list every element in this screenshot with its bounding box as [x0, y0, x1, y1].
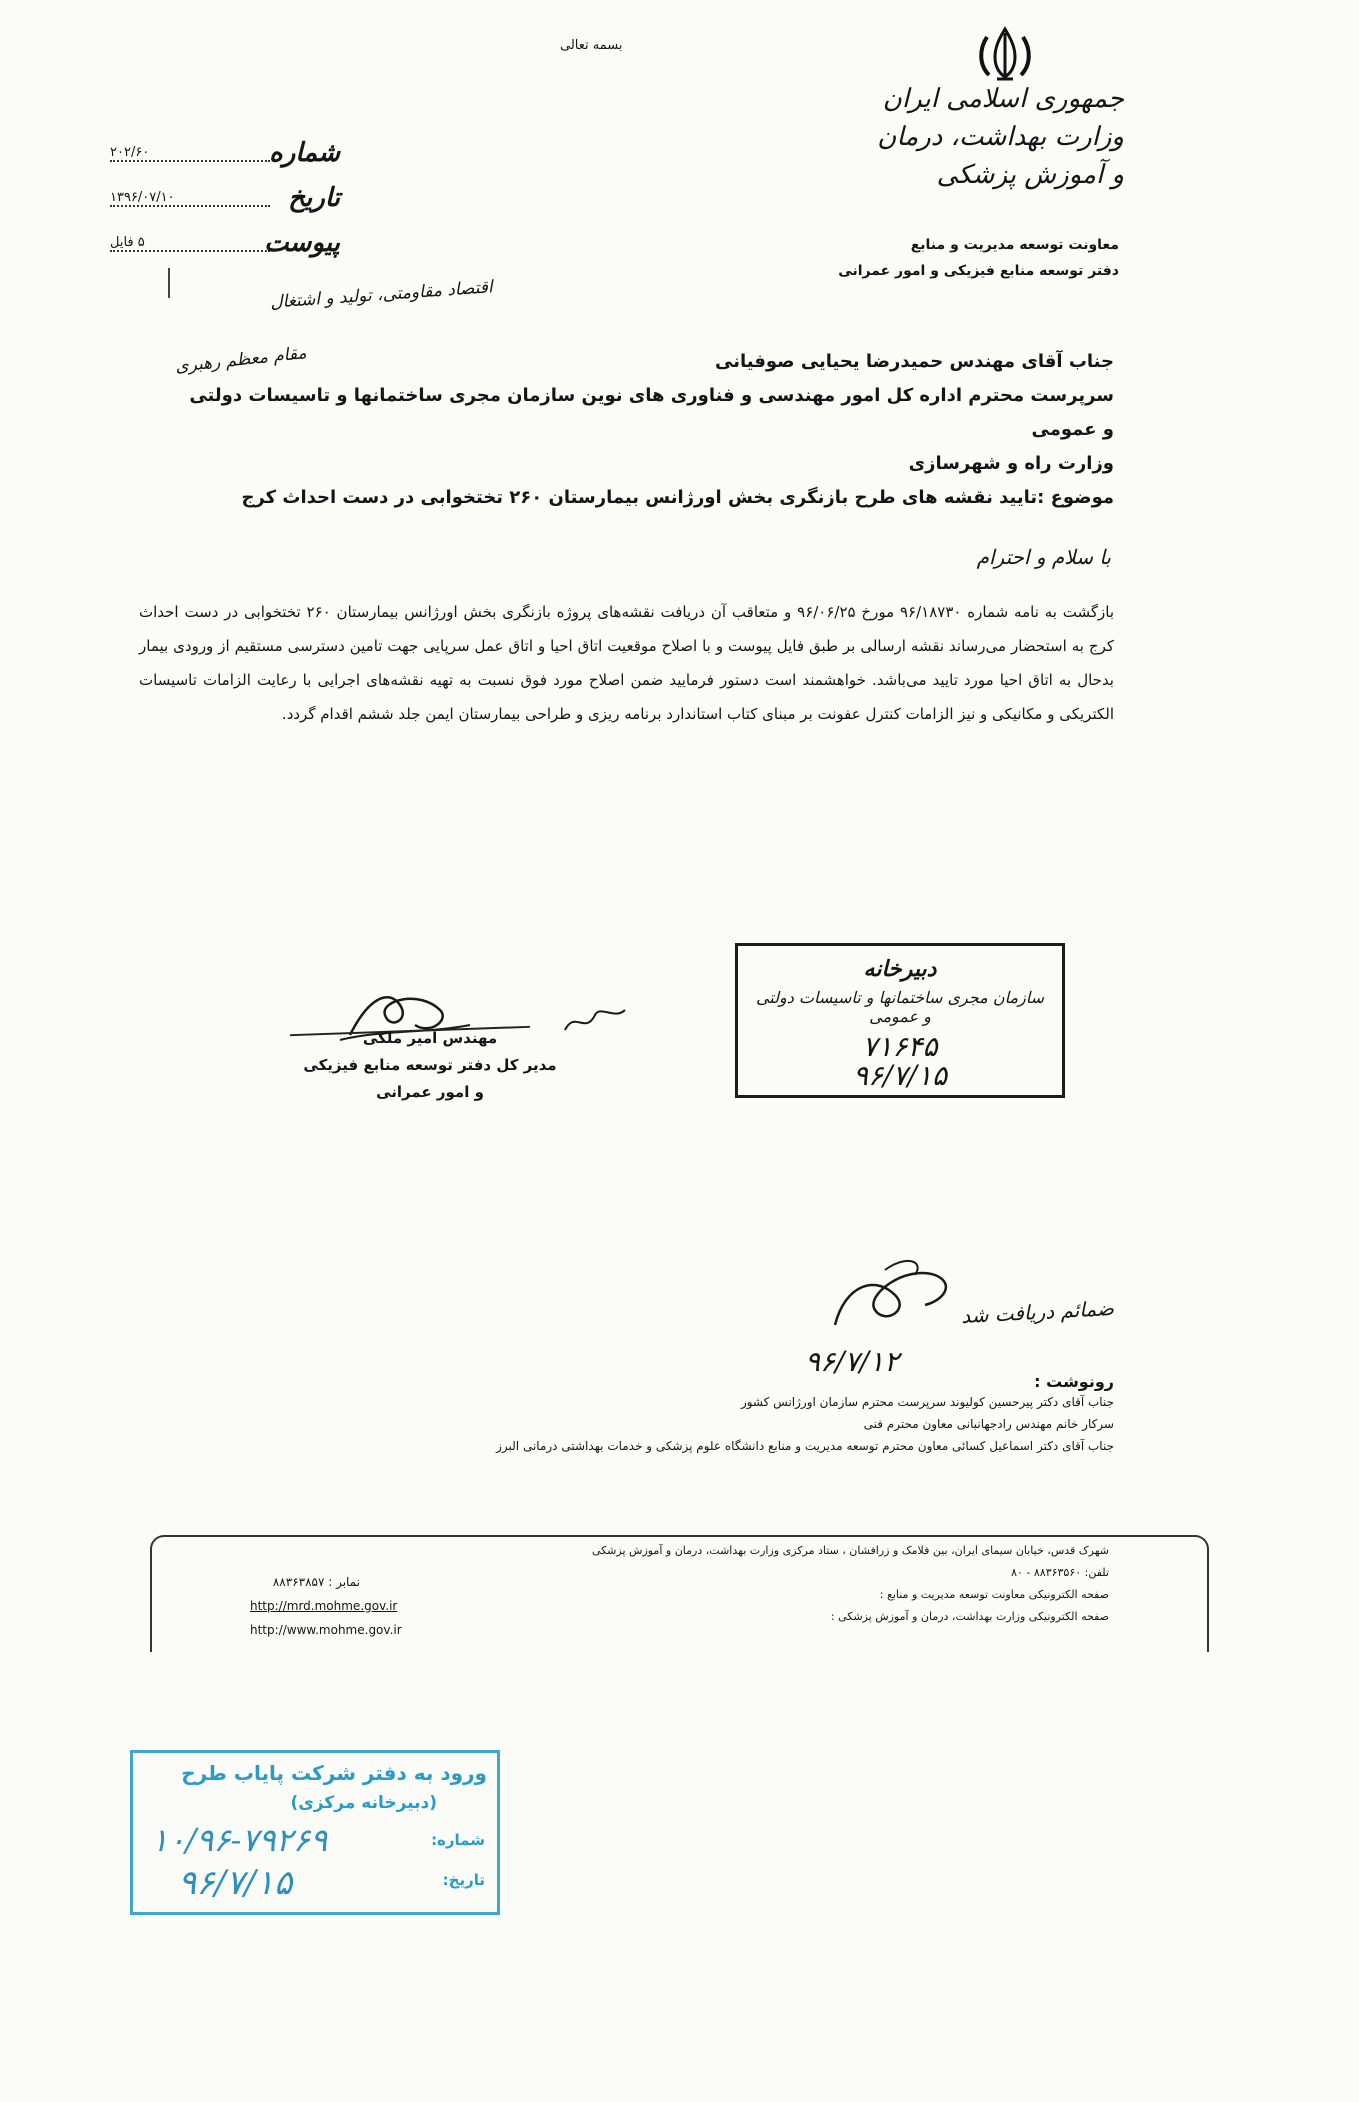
- ministry-website-link[interactable]: http://www.mohme.gov.ir: [250, 1623, 402, 1637]
- date-label: تاریخ: [288, 183, 340, 213]
- basmala: بسمه تعالی: [560, 38, 623, 53]
- signatory-title-2: و امور عمرانی: [376, 1083, 484, 1101]
- addressee-position: سرپرست محترم اداره کل امور مهندسی و فناوری های نوین سازمان مجری ساختمانها و تاسیسات دولتی و عمومی: [189, 385, 1114, 440]
- entry-stamp-number-label: شماره:: [431, 1831, 485, 1849]
- meta-date: [100, 175, 340, 215]
- number-value: ۲۰۲/۶۰: [110, 145, 150, 160]
- initial-scribble-icon: [560, 1000, 630, 1040]
- meta-number: [100, 130, 340, 170]
- entry-stamp: [130, 1750, 500, 1915]
- cc-item: سرکار خانم مهندس رادجهانبانی معاون محترم فنی: [863, 1417, 1114, 1431]
- handwritten-slogan: اقتصاد مقاومتی، تولید و اشتغال: [269, 277, 494, 313]
- entry-stamp-date-label: تاریخ:: [442, 1871, 485, 1889]
- attachment-value: ۵ فایل: [110, 235, 145, 250]
- receipt-signature-icon: [815, 1255, 965, 1355]
- registry-stamp-date: ۹۶/۷/۱۵: [852, 1059, 948, 1092]
- cc-item: جناب آقای دکتر پیرحسین کولیوند سرپرست محترم سازمان اورژانس کشور: [740, 1395, 1114, 1409]
- addressee-ministry: وزارت راه و شهرسازی: [908, 453, 1114, 474]
- deputy-name: معاونت توسعه مدیریت و منابع: [910, 237, 1119, 253]
- letter-subject: موضوع :تایید نقشه های طرح بازنگری بخش اورژانس بیمارستان ۲۶۰ تختخوابی در دست احداث کرج: [241, 487, 1114, 508]
- ministry-name: [864, 80, 1124, 194]
- cc-title: رونوشت :: [1034, 1372, 1114, 1391]
- entry-stamp-date: ۹۶/۷/۱۵: [178, 1863, 293, 1903]
- receipt-note: ضمائم دریافت شد: [960, 1296, 1115, 1328]
- footer-phone: تلفن: ۸۸۳۶۳۵۶۰ - ۸۰: [1011, 1566, 1109, 1579]
- date-value: ۱۳۹۶/۰۷/۱۰: [110, 190, 175, 205]
- greeting: با سلام و احترام: [976, 545, 1111, 569]
- footer-web-ministry: صفحه الکترونیکی وزارت بهداشت، درمان و آموزش پزشکی :: [830, 1610, 1109, 1623]
- deputy-website-link[interactable]: http://mrd.mohme.gov.ir: [250, 1599, 398, 1613]
- ministry-line2: وزارت بهداشت، درمان و آموزش پزشکی: [877, 122, 1124, 190]
- footer-contact: [409, 1540, 1109, 1628]
- office-name: دفتر توسعه منابع فیزیکی و امور عمرانی: [838, 263, 1119, 279]
- attachment-label: پیوست: [264, 228, 340, 258]
- department-header: [838, 232, 1119, 284]
- footer-links: [250, 1570, 480, 1642]
- number-label: شماره: [269, 138, 340, 168]
- footer-address: شهرک قدس، خیابان سیمای ایران، بین فلامک و زرافشان ، ستاد مرکزی وزارت بهداشت، درمان و آموزش پزشکی: [591, 1544, 1109, 1557]
- receipt-date: ۹۶/۷/۱۲: [805, 1345, 900, 1378]
- ministry-line1: جمهوری اسلامی ایران: [882, 84, 1124, 114]
- registry-stamp-title: دبیرخانه: [863, 956, 937, 982]
- signature-block: [300, 1025, 560, 1106]
- entry-stamp-title: ورود به دفتر شرکت پایاب طرح: [181, 1761, 487, 1785]
- registry-stamp-number: ۷۱۶۴۵: [862, 1030, 938, 1063]
- entry-stamp-subtitle: (دبیرخانه مرکزی): [290, 1793, 437, 1813]
- entry-stamp-number: ۱۰/۹۶-۷۹۲۶۹: [151, 1821, 328, 1859]
- iran-emblem-icon: [975, 25, 1035, 83]
- letter-body: بازگشت به نامه شماره ۹۶/۱۸۷۳۰ مورخ ۹۶/۰۶/۲۵ و متعاقب آن دریافت نقشه‌های پروژه بازنگری بخش اورژانس بیمارستان ۲۶۰ تختخوابی در دست احداث کرج به استحضار می‌رساند نقشه ارسالی بر طبق فایل پیوست و با اصلاح موقعیت اتاق احیا و اتاق عمل سرپایی جهت تامین دسترسی مستقیم از ورودی بیمار بدحال به اتاق احیا مورد تایید می‌باشد. خواهشمند است دستور فرمایید ضمن اصلاح مورد فوق نسبت به تهیه نقشه‌های اجرایی با رعایت الزامات تاسیسات الکتریکی و مکانیکی و نیز الزامات کنترل عفونت بر مبنای کتاب استاندارد برنامه ریزی و طراحی بیمارستان ایمن جلد ششم اقدام گردد.: [139, 603, 1115, 723]
- signatory-name: مهندس امیر ملکی: [362, 1029, 498, 1047]
- registry-stamp: [735, 943, 1065, 1098]
- scan-mark: [168, 268, 170, 298]
- cc-item: جناب آقای دکتر اسماعیل کسائی معاون محترم توسعه مدیریت و منابع دانشگاه علوم پزشکی و خدمات بهداشتی درمانی البرز: [496, 1439, 1114, 1453]
- carbon-copy-list: [214, 1372, 1114, 1457]
- signatory-title-1: مدیر کل دفتر توسعه منابع فیزیکی: [303, 1056, 557, 1074]
- footer-web-deputy: صفحه الکترونیکی معاونت توسعه مدیریت و منابع :: [879, 1588, 1109, 1601]
- addressee-block: [184, 345, 1114, 515]
- addressee-name: جناب آقای مهندس حمیدرضا یحیایی صوفیانی: [715, 351, 1114, 372]
- footer-fax: نمابر : ۸۸۳۶۳۸۵۷: [272, 1575, 360, 1589]
- handwritten-attribution: مقام معظم رهبری: [174, 343, 308, 377]
- meta-attachment: [100, 220, 340, 260]
- registry-stamp-org: سازمان مجری ساختمانها و تاسیسات دولتی و عمومی: [755, 988, 1045, 1026]
